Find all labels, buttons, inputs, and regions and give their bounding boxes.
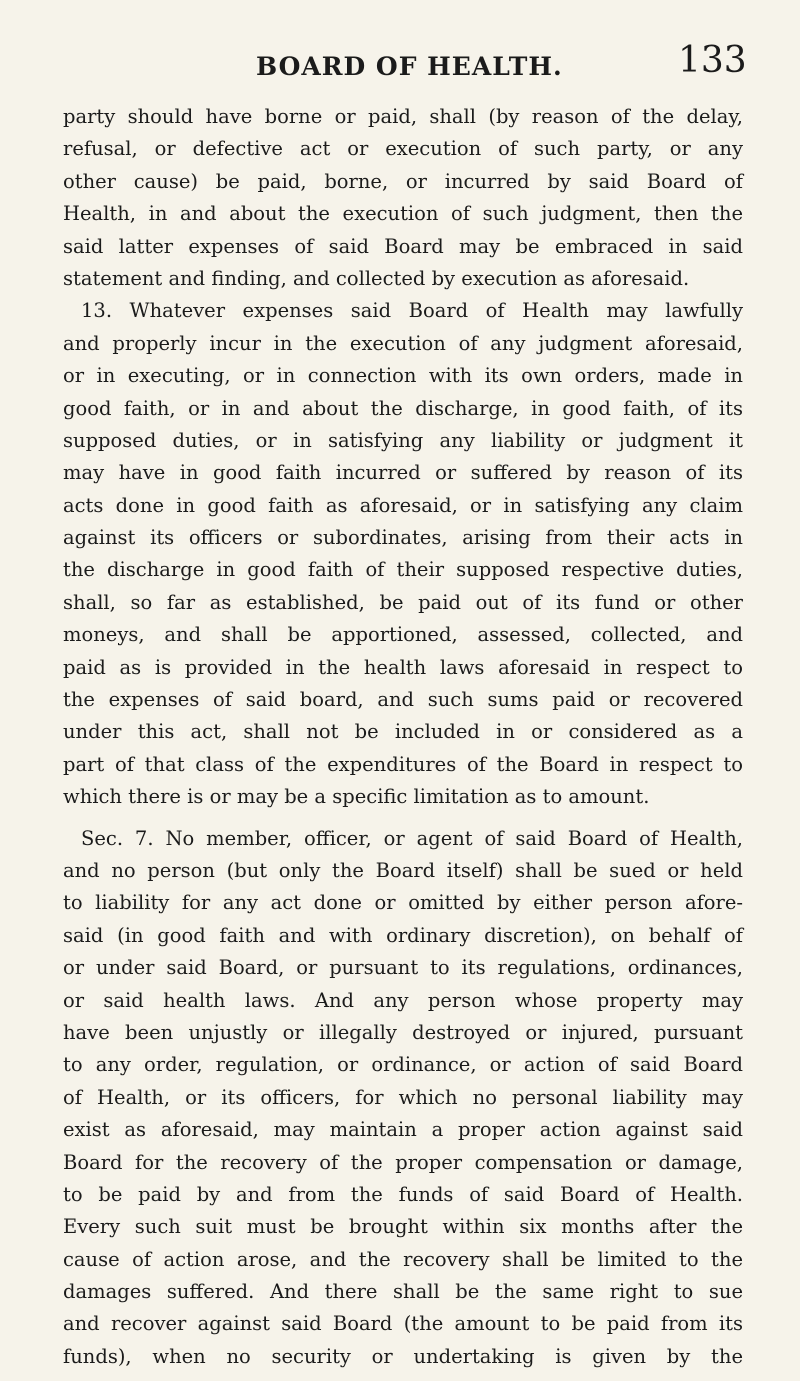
text-line: party should have borne or paid, shall (by reason of the delay, (63, 105, 743, 128)
text-line: to liability for any act done or omitted by either person afore- (63, 891, 743, 915)
text-line: statement and finding, and collected by execution as aforesaid. (63, 266, 690, 290)
text-line: or in executing, or in connection with its own orders, made in (63, 364, 743, 388)
text-line: good faith, or in and about the discharge, in good faith, of its (63, 396, 743, 420)
text-line: refusal, or defective act or execution of such party, or any (63, 137, 743, 161)
text-line: said (in good faith and with ordinary discretion), on behalf of (63, 923, 743, 947)
text-line: funds), when no security or undertaking is given by the (63, 1344, 743, 1368)
text-line: or under said Board, or pursuant to its regulations, ordinances, (63, 956, 743, 980)
text-line: which there is or may be a specific limitation as to amount. (63, 785, 650, 809)
text-line: and recover against said Board (the amount to be paid from its (63, 1312, 743, 1336)
text-line: of Health, or its officers, for which no personal liability may (63, 1085, 743, 1109)
text-line: moneys, and shall be apportioned, assessed, collected, and (63, 623, 743, 647)
page-number: 133 (678, 40, 747, 81)
section-13-start: 13. Whatever expenses said Board of Health may lawfully (81, 299, 743, 323)
text-line: or said health laws. And any person whose property may (63, 988, 743, 1012)
body-text (63, 101, 743, 1373)
text-line: may have in good faith incurred or suffered by reason of its (63, 461, 743, 485)
text-line: cause of action arose, and the recovery shall be limited to the (63, 1247, 743, 1271)
text-line: Every such suit must be brought within six months after the (63, 1215, 743, 1239)
text-line: the discharge in good faith of their supposed respective duties, (63, 558, 743, 582)
text-line: have been unjustly or illegally destroyed or injured, pursuant (63, 1020, 743, 1044)
text-line: the expenses of said board, and such sums paid or recovered (63, 688, 743, 712)
text-line: and properly incur in the execution of any judgment aforesaid, (63, 331, 743, 355)
text-line: supposed duties, or in satisfying any liability or judgment it (63, 428, 743, 452)
text-line: said latter expenses of said Board may be embraced in said (63, 234, 743, 258)
text-line: to be paid by and from the funds of said Board of Health. (63, 1182, 743, 1206)
text-line: shall, so far as established, be paid out of its fund or other (63, 590, 743, 614)
section-7-start: Sec. 7. No member, officer, or agent of said Board of Health, (81, 826, 743, 850)
text-line: under this act, shall not be included in or considered as a (63, 720, 743, 744)
running-title: BOARD OF HEALTH. (256, 52, 563, 81)
running-head (0, 40, 800, 90)
text-line: damages suffered. And there shall be the same right to sue (63, 1280, 743, 1304)
text-line: to any order, regulation, or ordinance, or action of said Board (63, 1053, 743, 1077)
text-line: against its officers or subordinates, arising from their acts in (63, 526, 743, 550)
text-line: part of that class of the expenditures of the Board in respect to (63, 752, 743, 776)
text-line: and no person (but only the Board itself) shall be sued or held (63, 858, 743, 882)
text-line: exist as aforesaid, may maintain a proper action against said (63, 1118, 743, 1142)
text-line: Board for the recovery of the proper compensation or damage, (63, 1150, 743, 1174)
text-line: other cause) be paid, borne, or incurred by said Board of (63, 169, 743, 193)
text-line: acts done in good faith as aforesaid, or in satisfying any claim (63, 493, 743, 517)
text-line: paid as is provided in the health laws aforesaid in respect to (63, 655, 743, 679)
text-line: Health, in and about the execution of such judgment, then the (63, 202, 743, 226)
